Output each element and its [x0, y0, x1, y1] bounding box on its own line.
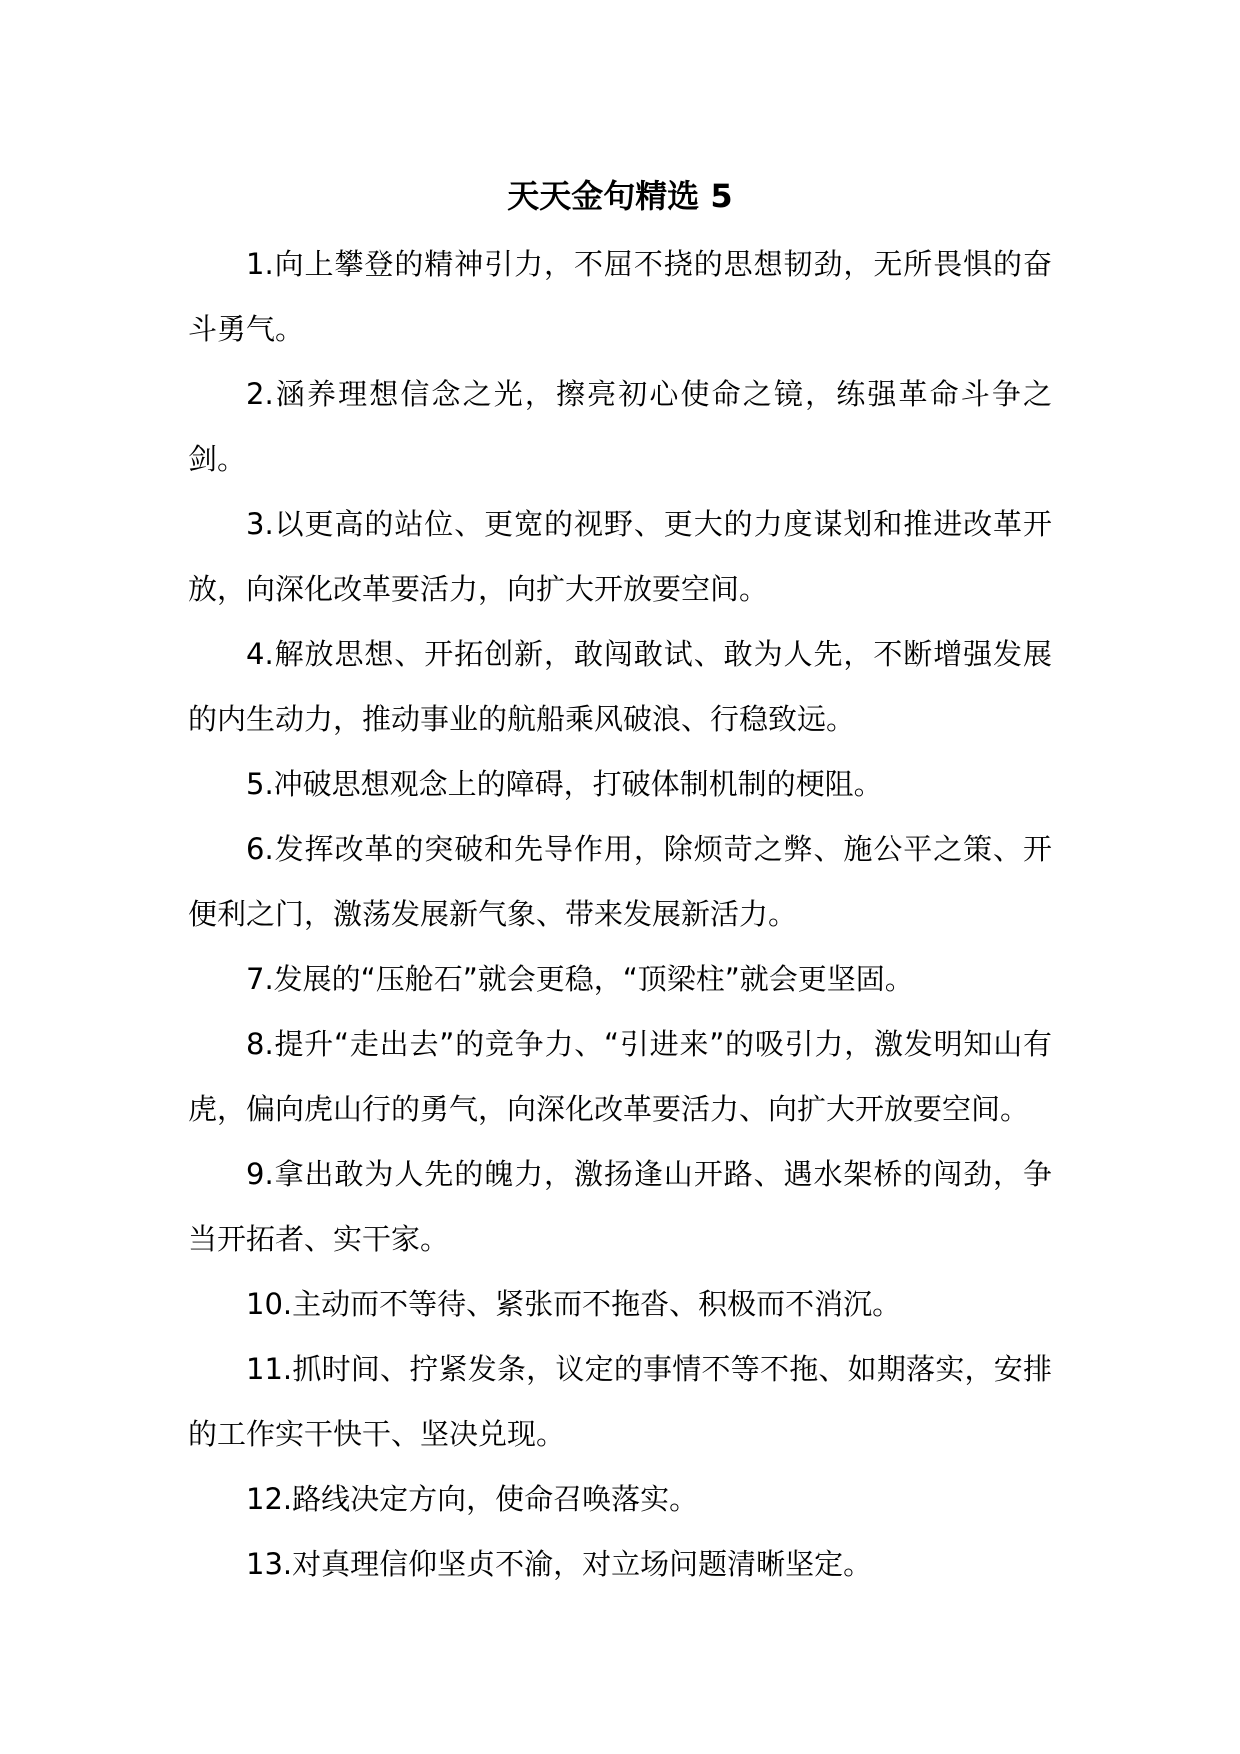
- paragraph-9: 9.拿出敢为人先的魄力，激扬逢山开路、遇水架桥的闯劲，争当开拓者、实干家。: [188, 1157, 1052, 1256]
- paragraph-1: 1.向上攀登的精神引力，不屈不挠的思想韧劲，无所畏惧的奋斗勇气。: [188, 247, 1052, 346]
- page-title: 天天金句精选 5: [507, 177, 733, 215]
- paragraph-12: 12.路线决定方向，使命召唤落实。: [246, 1482, 699, 1516]
- paragraph-2: 2.涵养理想信念之光，擦亮初心使命之镜，练强革命斗争之剑。: [188, 377, 1052, 476]
- paragraph-11: 11.抓时间、拧紧发条，议定的事情不等不拖、如期落实，安排的工作实干快干、坚决兑现。: [188, 1352, 1052, 1451]
- paragraph-13: 13.对真理信仰坚贞不渝，对立场问题清晰坚定。: [246, 1547, 873, 1581]
- paragraph-8: 8.提升“走出去”的竞争力、“引进来”的吸引力，激发明知山有虎，偏向虎山行的勇气，向深化改革要活力、向扩大开放要空间。: [188, 1027, 1052, 1126]
- paragraph-10: 10.主动而不等待、紧张而不拖沓、积极而不消沉。: [246, 1287, 902, 1321]
- paragraph-7: 7.发展的“压舱石”就会更稳，“顶梁柱”就会更坚固。: [246, 962, 914, 996]
- paragraph-6: 6.发挥改革的突破和先导作用，除烦苛之弊、施公平之策、开便利之门，激荡发展新气象、带来发展新活力。: [188, 832, 1052, 931]
- document-body: [188, 232, 1052, 1597]
- paragraph-4: 4.解放思想、开拓创新，敢闯敢试、敢为人先，不断增强发展的内生动力，推动事业的航船乘风破浪、行稳致远。: [188, 637, 1052, 736]
- paragraph-5: 5.冲破思想观念上的障碍，打破体制机制的梗阻。: [246, 767, 883, 801]
- paragraph-3: 3.以更高的站位、更宽的视野、更大的力度谋划和推进改革开放，向深化改革要活力，向扩大开放要空间。: [188, 507, 1052, 606]
